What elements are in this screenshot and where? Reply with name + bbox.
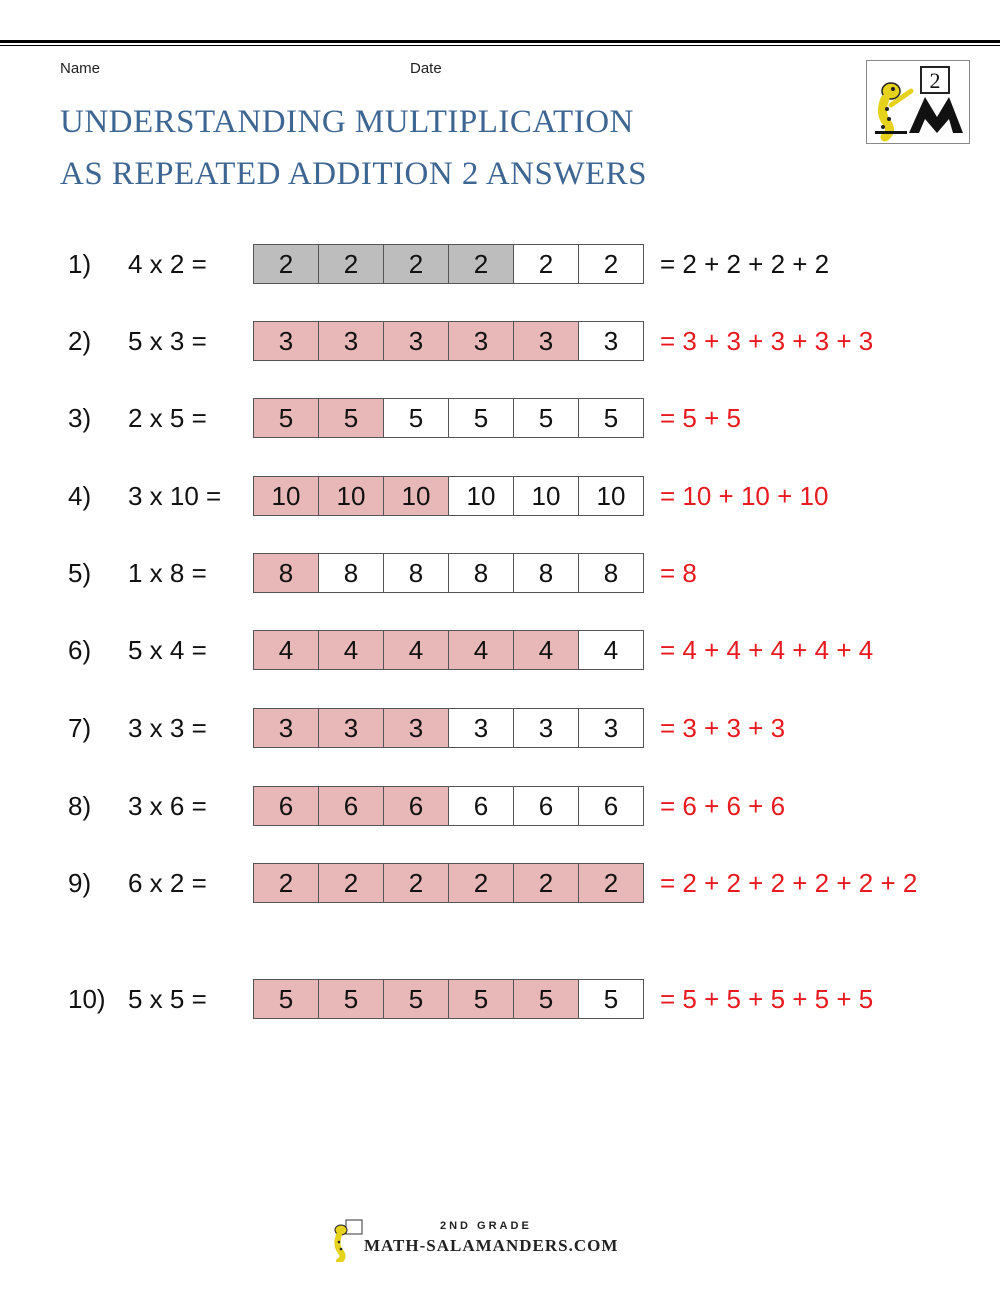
strip-cell: 8 [514,554,579,592]
number-strip [253,398,644,438]
problem-row [0,863,1000,905]
strip-cell-shaded: 3 [384,709,449,747]
number-strip [253,979,644,1019]
strip-cell-shaded: 10 [319,477,384,515]
top-rule-thin [0,45,1000,46]
strip-cell-shaded: 4 [449,631,514,669]
strip-cell-shaded: 5 [254,980,319,1018]
footer-salamander-icon [330,1218,364,1262]
answer-text: = 5 + 5 [660,403,741,433]
problem-number: 4) [68,481,92,511]
problem-number: 3) [68,403,92,433]
problem-number: 10) [68,984,106,1014]
number-strip [253,630,644,670]
strip-cell: 5 [579,980,643,1018]
worksheet-title-line-1: UNDERSTANDING MULTIPLICATION [60,104,634,140]
strip-cell-shaded: 6 [319,787,384,825]
strip-cell: 3 [579,322,643,360]
problem-row [0,398,1000,440]
strip-cell-shaded: 5 [384,980,449,1018]
number-strip [253,476,644,516]
strip-cell-shaded: 2 [384,245,449,283]
problem-number: 6) [68,635,92,665]
strip-cell-shaded: 3 [254,709,319,747]
problem-expression: 5 x 3 = [128,326,207,356]
problem-number: 8) [68,791,92,821]
strip-cell: 5 [579,399,643,437]
salamander-logo [866,60,970,144]
answer-text: = 5 + 5 + 5 + 5 + 5 [660,984,874,1014]
problem-expression: 1 x 8 = [128,558,207,588]
problem-number: 1) [68,249,92,279]
worksheet-title-line-2: AS REPEATED ADDITION 2 ANSWERS [60,156,648,192]
strip-cell: 2 [514,245,579,283]
strip-cell-shaded: 3 [319,322,384,360]
strip-cell-shaded: 4 [514,631,579,669]
problem-row [0,979,1000,1021]
answer-text: = 3 + 3 + 3 + 3 + 3 [660,326,874,356]
strip-cell: 3 [449,709,514,747]
top-rule [0,40,1000,43]
problem-expression: 3 x 6 = [128,791,207,821]
salamander-logo-icon [867,61,969,143]
problem-row [0,786,1000,828]
strip-cell-shaded: 4 [319,631,384,669]
strip-cell: 6 [449,787,514,825]
strip-cell-shaded: 2 [514,864,579,902]
number-strip [253,553,644,593]
strip-cell-shaded: 2 [319,245,384,283]
problem-row [0,476,1000,518]
strip-cell: 8 [319,554,384,592]
problem-row [0,321,1000,363]
answer-text: = 3 + 3 + 3 [660,713,786,743]
problem-row [0,708,1000,750]
problem-expression: 5 x 5 = [128,984,207,1014]
strip-cell: 10 [514,477,579,515]
strip-cell: 10 [449,477,514,515]
strip-cell: 8 [384,554,449,592]
strip-cell-shaded: 3 [384,322,449,360]
strip-cell-shaded: 5 [449,980,514,1018]
problem-expression: 3 x 3 = [128,713,207,743]
problem-expression: 2 x 5 = [128,403,207,433]
strip-cell-shaded: 4 [254,631,319,669]
strip-cell-shaded: 6 [254,787,319,825]
answer-text: = 6 + 6 + 6 [660,791,786,821]
answer-text: = 2 + 2 + 2 + 2 + 2 + 2 [660,868,918,898]
problem-number: 7) [68,713,92,743]
problem-expression: 6 x 2 = [128,868,207,898]
strip-cell: 8 [579,554,643,592]
logo-digit: 2 [929,68,941,93]
strip-cell-shaded: 3 [254,322,319,360]
answer-text: = 4 + 4 + 4 + 4 + 4 [660,635,874,665]
problem-row [0,244,1000,286]
strip-cell: 5 [514,399,579,437]
strip-cell-shaded: 2 [254,864,319,902]
problem-row [0,630,1000,672]
footer-grade: 2ND GRADE [440,1220,532,1232]
strip-cell: 6 [514,787,579,825]
strip-cell-shaded: 8 [254,554,319,592]
problem-expression: 4 x 2 = [128,249,207,279]
date-label: Date [410,60,442,77]
number-strip [253,708,644,748]
strip-cell-shaded: 5 [254,399,319,437]
strip-cell: 5 [449,399,514,437]
strip-cell-shaded: 10 [384,477,449,515]
strip-cell-shaded: 3 [449,322,514,360]
strip-cell-shaded: 2 [254,245,319,283]
strip-cell-shaded: 2 [449,245,514,283]
strip-cell-shaded: 3 [514,322,579,360]
strip-cell: 5 [384,399,449,437]
strip-cell-shaded: 2 [449,864,514,902]
problem-number: 5) [68,558,92,588]
name-label: Name [60,60,101,77]
number-strip [253,321,644,361]
footer-site: MATH-SALAMANDERS.COM [364,1236,619,1255]
footer-brand [330,1218,630,1264]
strip-cell-shaded: 5 [319,399,384,437]
strip-cell-shaded: 2 [319,864,384,902]
strip-cell: 3 [514,709,579,747]
number-strip [253,786,644,826]
number-strip [253,863,644,903]
strip-cell: 10 [579,477,643,515]
strip-cell: 4 [579,631,643,669]
strip-cell: 3 [579,709,643,747]
answer-text: = 8 [660,558,697,588]
strip-cell-shaded: 2 [384,864,449,902]
problem-number: 2) [68,326,92,356]
problem-expression: 5 x 4 = [128,635,207,665]
answer-text: = 10 + 10 + 10 [660,481,829,511]
strip-cell-shaded: 4 [384,631,449,669]
strip-cell-shaded: 10 [254,477,319,515]
strip-cell-shaded: 6 [384,787,449,825]
answer-text: = 2 + 2 + 2 + 2 [660,249,830,279]
strip-cell: 2 [579,245,643,283]
strip-cell-shaded: 5 [514,980,579,1018]
strip-cell: 6 [579,787,643,825]
strip-cell: 8 [449,554,514,592]
strip-cell-shaded: 3 [319,709,384,747]
problem-row [0,553,1000,595]
strip-cell-shaded: 2 [579,864,643,902]
number-strip [253,244,644,284]
problem-expression: 3 x 10 = [128,481,222,511]
problem-number: 9) [68,868,92,898]
strip-cell-shaded: 5 [319,980,384,1018]
